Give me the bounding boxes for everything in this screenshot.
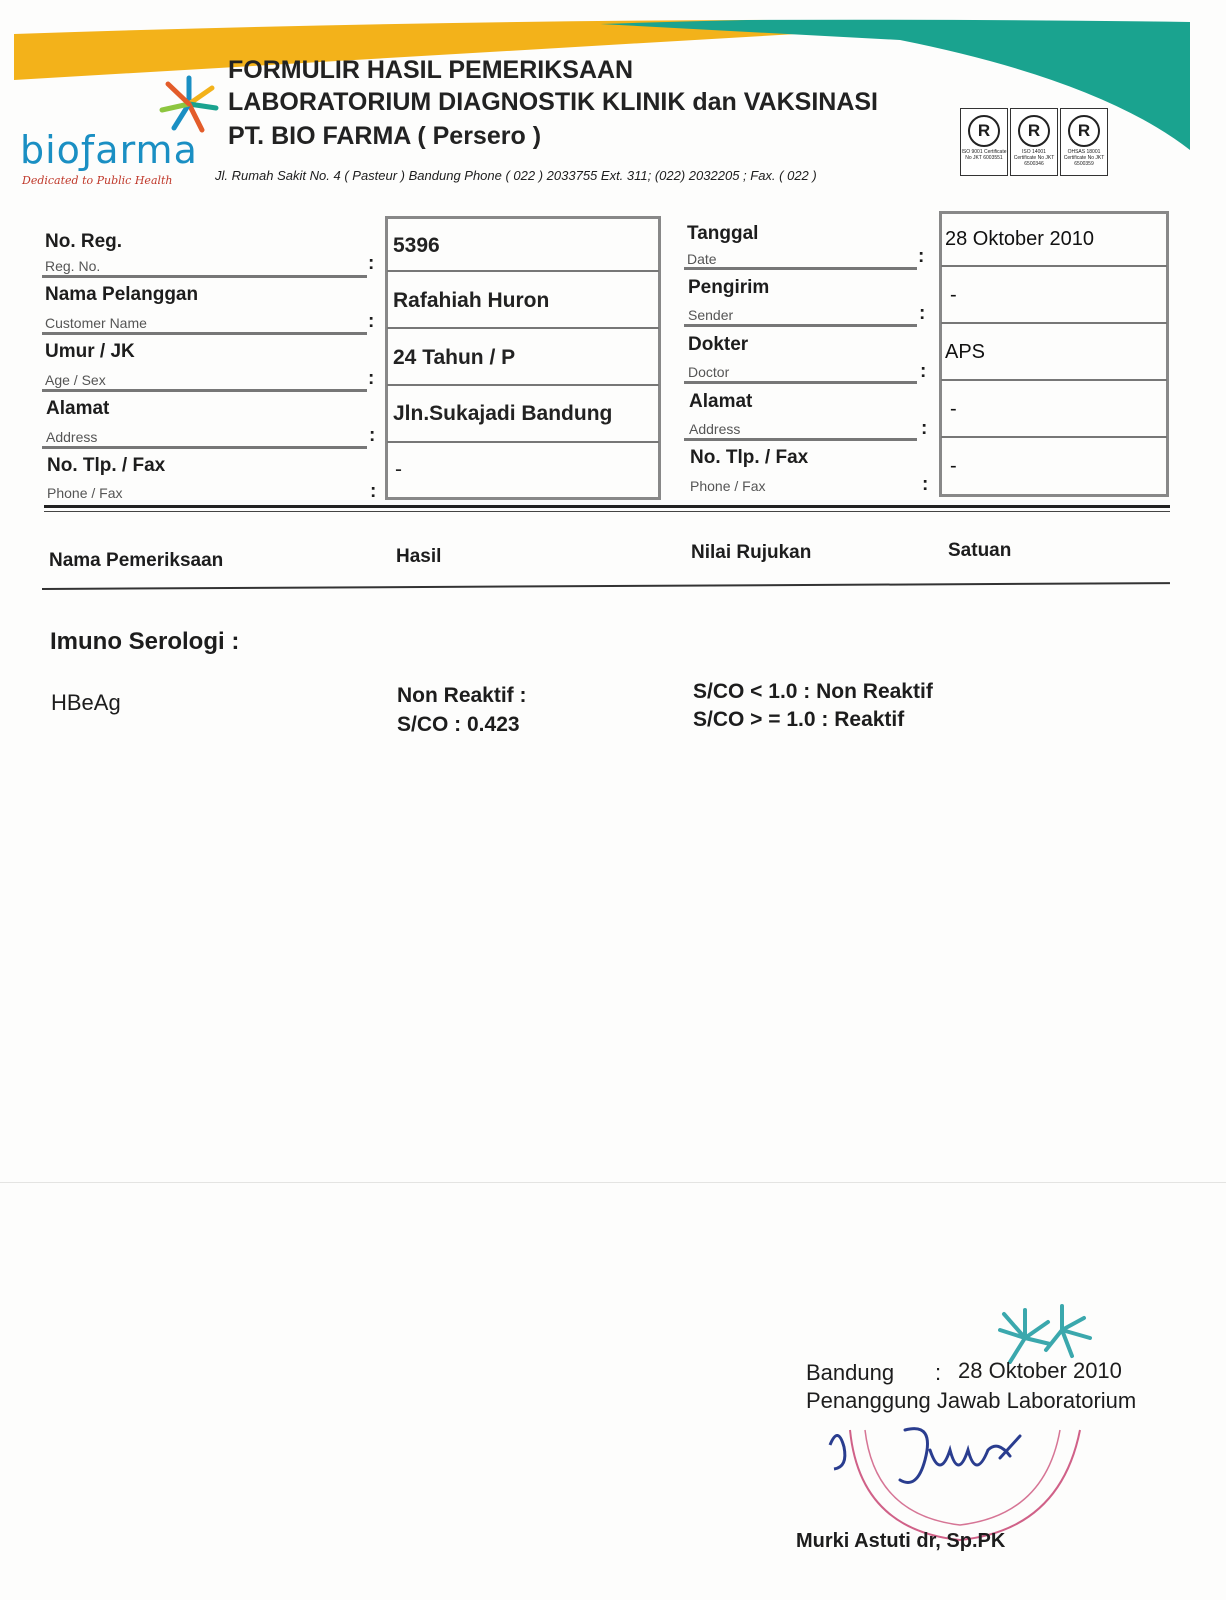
field-underline: [684, 438, 917, 441]
field-underline: [684, 324, 917, 327]
signature-colon: :: [935, 1360, 942, 1385]
row-divider: [941, 322, 1167, 324]
phone-label: No. Tlp. / Fax: [47, 455, 166, 476]
registered-mark-icon: R: [1068, 115, 1100, 147]
row-divider: [387, 327, 659, 329]
result-line-2: S/CO : 0.423: [397, 713, 520, 736]
row-divider: [387, 441, 659, 443]
sender-phone-label: No. Tlp. / Fax: [690, 447, 809, 468]
field-colon: :: [921, 418, 928, 439]
certificate-badge: [960, 108, 1008, 176]
reg-no-label: No. Reg.: [45, 231, 123, 252]
result-line-1: Non Reaktif :: [397, 684, 527, 707]
doctor-sublabel: Doctor: [688, 364, 730, 380]
lab-title: LABORATORIUM DIAGNOSTIK KLINIK dan VAKSINASI: [228, 88, 878, 116]
section-title: Imuno Serologi :: [50, 628, 240, 655]
row-divider: [387, 384, 659, 386]
field-underline: [42, 275, 367, 278]
form-title: FORMULIR HASIL PEMERIKSAAN: [228, 56, 634, 84]
field-colon: :: [922, 474, 929, 495]
registered-mark-icon: R: [1018, 115, 1050, 147]
sender-label: Pengirim: [688, 277, 770, 298]
reg-no-sublabel: Reg. No.: [45, 258, 101, 274]
date-sublabel: Date: [687, 251, 717, 267]
row-divider: [941, 379, 1167, 381]
table-header-rule: [42, 582, 1170, 590]
field-underline: [684, 267, 917, 270]
header-test-name: Nama Pemeriksaan: [49, 550, 224, 571]
reference-line-1: S/CO < 1.0 : Non Reaktif: [693, 680, 933, 703]
registered-mark-icon: R: [968, 115, 1000, 147]
field-colon: :: [369, 425, 376, 446]
certificate-text: ISO 14001 Certificate No JKT 6500346: [1013, 149, 1055, 167]
header-reference: Nilai Rujukan: [691, 542, 812, 563]
signature-role: Penanggung Jawab Laboratorium: [806, 1388, 1137, 1413]
address-value: Jln.Sukajadi Bandung: [393, 402, 613, 425]
address-label: Alamat: [46, 398, 110, 419]
field-colon: :: [368, 368, 375, 389]
doctor-value: APS: [945, 341, 986, 363]
field-underline: [42, 332, 367, 335]
field-colon: :: [368, 311, 375, 332]
customer-name-sublabel: Customer Name: [45, 315, 147, 331]
doctor-label: Dokter: [688, 334, 749, 355]
paper-fold-line: [0, 1182, 1226, 1183]
phone-sublabel: Phone / Fax: [47, 485, 123, 501]
sender-value: -: [950, 284, 957, 306]
sender-address-value: -: [950, 398, 957, 420]
certificate-text: OHSAS 18001 Certificate No JKT 6500359: [1063, 149, 1105, 167]
field-underline: [684, 381, 917, 384]
customer-name-value: Rafahiah Huron: [393, 289, 550, 312]
company-title: PT. BIO FARMA ( Persero ): [228, 122, 542, 150]
logo-wordmark: bioƒarma: [20, 128, 198, 172]
phone-value: -: [395, 458, 402, 481]
certificate-badge: [1010, 108, 1058, 176]
date-label: Tanggal: [687, 223, 759, 244]
field-colon: :: [920, 361, 927, 382]
header-result: Hasil: [396, 546, 442, 567]
sender-sublabel: Sender: [688, 307, 734, 323]
sender-address-sublabel: Address: [689, 421, 741, 437]
certificate-badge: [1060, 108, 1108, 176]
biofarma-star-icon: [158, 74, 220, 134]
sender-phone-sublabel: Phone / Fax: [690, 478, 766, 494]
logo-tagline: Dedicated to Public Health: [22, 174, 173, 187]
field-colon: :: [368, 253, 375, 274]
row-divider: [941, 436, 1167, 438]
address-sublabel: Address: [46, 429, 98, 445]
header-unit: Satuan: [948, 540, 1012, 561]
reg-no-value: 5396: [393, 234, 440, 257]
test-name: HBeAg: [51, 690, 121, 715]
field-underline: [42, 446, 367, 449]
field-underline: [42, 389, 367, 392]
field-colon: :: [370, 481, 377, 502]
signature-date: 28 Oktober 2010: [958, 1358, 1122, 1383]
age-sex-label: Umur / JK: [45, 341, 135, 362]
certificate-text: ISO 9001 Certificate No JKT 6003551: [961, 149, 1007, 161]
age-sex-sublabel: Age / Sex: [45, 372, 106, 388]
reference-line-2: S/CO > = 1.0 : Reaktif: [693, 708, 905, 731]
signature-place: Bandung: [806, 1360, 895, 1385]
age-sex-value: 24 Tahun / P: [393, 346, 516, 369]
company-address: Jl. Rumah Sakit No. 4 ( Pasteur ) Bandung Phone ( 022 ) 2033755 Ext. 311; (022) 2032205 ; Fax. ( 022 ): [215, 168, 817, 183]
signatory-name: Murki Astuti dr, Sp.PK: [796, 1530, 1006, 1552]
table-top-rule-thin: [44, 511, 1170, 512]
row-divider: [941, 265, 1167, 267]
customer-name-label: Nama Pelanggan: [45, 284, 199, 305]
sender-phone-value: -: [950, 455, 957, 477]
sender-address-label: Alamat: [689, 391, 753, 412]
row-divider: [387, 270, 659, 272]
field-colon: :: [919, 303, 926, 324]
date-value: 28 Oktober 2010: [945, 228, 1094, 250]
table-top-rule: [44, 505, 1170, 508]
field-colon: :: [918, 246, 925, 267]
